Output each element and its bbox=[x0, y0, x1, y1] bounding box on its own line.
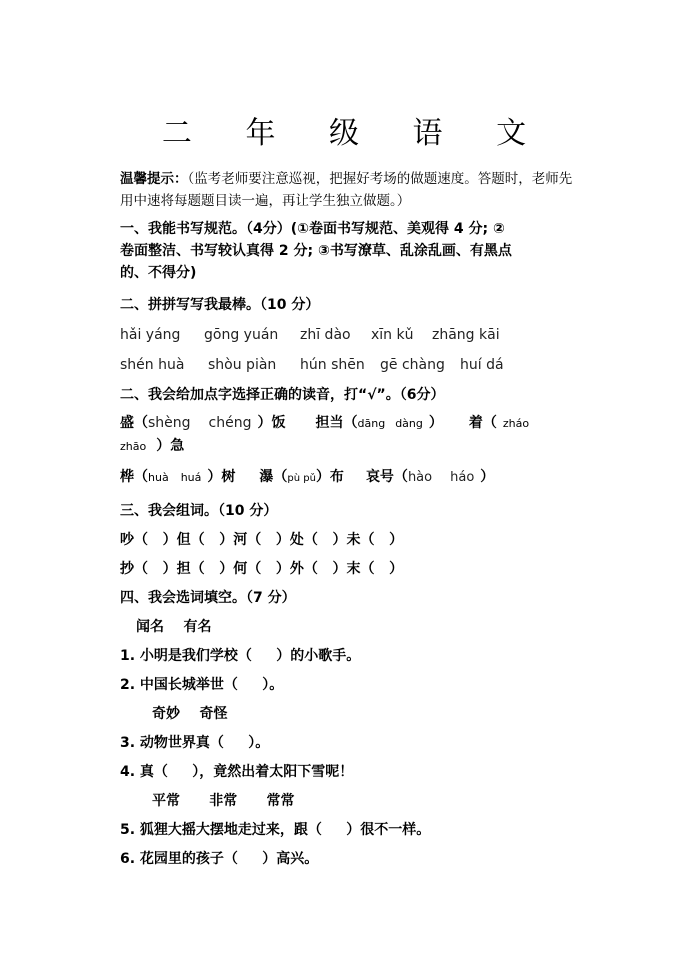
pinyin-option: zháo bbox=[502, 417, 530, 430]
pinyin-row-1 bbox=[120, 324, 575, 346]
question-1: 1. 小明是我们学校（ ）的小歌手。 bbox=[120, 648, 361, 664]
pinyin-item: xīn kǔ bbox=[371, 327, 414, 343]
section-pinyin-heading: 二、拼拼写写我最棒。（10 分） bbox=[120, 297, 320, 313]
char-hua: 桦（ bbox=[120, 469, 148, 485]
question-3: 3. 动物世界真（ ）。 bbox=[120, 735, 270, 751]
pronunciation-row-1 bbox=[120, 412, 575, 435]
word-options-3: 平常 非常 常常 bbox=[152, 793, 295, 809]
pinyin-item: zhī dào bbox=[300, 327, 351, 343]
pinyin-item: shén huà bbox=[120, 357, 185, 373]
question-4: 4. 真（ ），竟然出着太阳下雪呢！ bbox=[120, 764, 354, 780]
char-pu-tail: ）布 bbox=[315, 469, 344, 485]
char-zhao-tail: ）急 bbox=[156, 438, 185, 454]
word-building-row-2: 抄（ ）担（ ）何（ ）外（ ）末（ ） bbox=[120, 561, 404, 577]
pinyin-option: zhāo bbox=[120, 440, 147, 453]
pronunciation-row-1b bbox=[120, 435, 575, 458]
section-pronunciation-heading: 二、我会给加点字选择正确的读音，打“√”。（6分） bbox=[120, 387, 445, 403]
char-hua-tail: ）树 bbox=[207, 469, 236, 485]
pinyin-row-2 bbox=[120, 354, 575, 376]
pinyin-option: chéng bbox=[208, 415, 252, 431]
pinyin-item: hún shēn bbox=[300, 357, 365, 373]
pinyin-option: pù pǔ bbox=[287, 473, 316, 484]
question-6: 6. 花园里的孩子（ ）高兴。 bbox=[120, 851, 319, 867]
word-options-1: 闻名 有名 bbox=[136, 619, 212, 635]
pinyin-item: hǎi yáng bbox=[120, 327, 181, 343]
char-hao: 哀号（ bbox=[365, 469, 408, 485]
char-hao-tail: ） bbox=[480, 469, 495, 485]
char-zhao: 着（ bbox=[468, 415, 497, 431]
section-pronunciation bbox=[120, 384, 575, 490]
pinyin-item: shòu piàn bbox=[208, 357, 277, 373]
pinyin-option: hào bbox=[407, 470, 433, 485]
section-writing-line2: 卷面整洁、书写较认真得 2 分; ③书写潦草、乱涂乱画、有黑点 bbox=[120, 243, 512, 259]
pinyin-item: huí dá bbox=[460, 357, 504, 373]
pinyin-option: dàng bbox=[395, 417, 423, 430]
pinyin-item: gē chàng bbox=[380, 357, 445, 373]
section-word-building bbox=[120, 500, 575, 580]
question-2: 2. 中国长城举世（ ）。 bbox=[120, 677, 284, 693]
char-sheng-tail: ）饭 bbox=[257, 415, 286, 431]
pinyin-option: háo bbox=[450, 470, 475, 485]
pinyin-item: gōng yuán bbox=[204, 327, 279, 343]
pinyin-option: shèng bbox=[148, 415, 191, 431]
page-title: 二 年 级 语 文 bbox=[161, 116, 549, 151]
exam-content bbox=[120, 168, 575, 877]
pinyin-option: huà bbox=[148, 471, 169, 484]
char-pu: 瀑（ bbox=[259, 469, 288, 485]
tip-label: 温馨提示： bbox=[120, 171, 188, 187]
section-writing bbox=[120, 218, 575, 284]
char-dang-tail: ） bbox=[428, 415, 443, 431]
word-building-row-1: 吵（ ）但（ ）河（ ）处（ ）未（ ） bbox=[120, 532, 404, 548]
section-writing-line3: 的、不得分) bbox=[120, 265, 197, 281]
word-options-2: 奇妙 奇怪 bbox=[152, 706, 228, 722]
tip-paragraph bbox=[120, 168, 575, 212]
pinyin-option: dāng bbox=[357, 417, 386, 430]
pinyin-option: huá bbox=[180, 471, 202, 484]
section-writing-line1: 一、我能书写规范。（4分）(①卷面书写规范、美观得 4 分; ② bbox=[120, 221, 505, 237]
pronunciation-row-2 bbox=[120, 466, 575, 490]
section-pinyin bbox=[120, 294, 575, 376]
char-sheng: 盛（ bbox=[120, 415, 148, 431]
section-fill-words bbox=[120, 587, 575, 870]
section-fill-words-heading: 四、我会选词填空。（7 分） bbox=[120, 590, 296, 606]
tip-text: （监考老师要注意巡视，把握好考场的做题速度。答题时，老师先用中速将每题题目读一遍，再让学生独立做题。） bbox=[120, 171, 573, 209]
char-dang: 担当（ bbox=[315, 415, 358, 431]
section-word-building-heading: 三、我会组词。（10 分） bbox=[120, 503, 278, 519]
question-5: 5. 狐狸大摇大摆地走过来，跟（ ）很不一样。 bbox=[120, 822, 431, 838]
pinyin-item: zhāng kāi bbox=[432, 327, 500, 343]
